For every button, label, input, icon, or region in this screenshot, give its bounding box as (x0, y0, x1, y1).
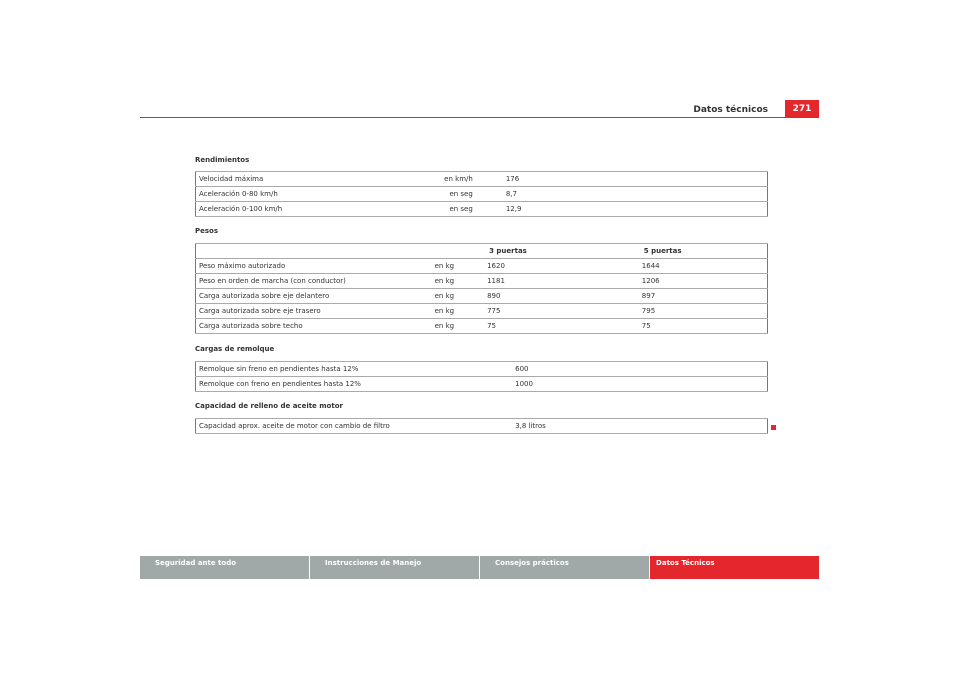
table-row (196, 289, 768, 304)
row-label: Capacidad aprox. aceite de motor con cambio de filtro (196, 419, 486, 434)
row-label: Peso máximo autorizado en kg (196, 259, 458, 274)
row-label: Carga autorizada sobre techo en kg (196, 319, 458, 334)
aceite-table (195, 418, 768, 434)
row-value-5p: 1644 (612, 259, 768, 274)
row-value-5p: 75 (612, 319, 768, 334)
row-value: 3,8 litros (485, 419, 767, 434)
table-header-row (196, 244, 768, 259)
row-value-3p: 1181 (457, 274, 612, 289)
footer-nav (140, 556, 819, 579)
footer-tab-seguridad[interactable]: Seguridad ante todo (140, 556, 309, 579)
pesos-table (195, 243, 768, 334)
table-row (196, 362, 768, 377)
footer-tab-instrucciones[interactable]: Instrucciones de Manejo (310, 556, 479, 579)
table-row (196, 419, 768, 434)
table-row (196, 202, 768, 217)
row-label: Aceleración 0-100 km/h en seg (196, 202, 476, 217)
row-value: 1000 (485, 377, 767, 392)
table-row (196, 319, 768, 334)
row-unit: en km/h (444, 175, 473, 183)
remolque-table (195, 361, 768, 392)
table-row (196, 377, 768, 392)
row-value: 600 (485, 362, 767, 377)
table-row (196, 259, 768, 274)
row-unit: en seg (449, 190, 473, 198)
row-unit: en kg (434, 292, 455, 300)
row-unit: en kg (434, 262, 455, 270)
page-title: Datos técnicos (693, 105, 768, 115)
row-label: Remolque sin freno en pendientes hasta 12% (196, 362, 486, 377)
row-unit: en kg (434, 322, 455, 330)
footer-tab-datos-tecnicos[interactable]: Datos Técnicos (650, 556, 819, 579)
row-unit: en seg (449, 205, 473, 213)
row-label: Peso en orden de marcha (con conductor) en kg (196, 274, 458, 289)
row-label: Remolque con freno en pendientes hasta 12% (196, 377, 486, 392)
section-heading-aceite: Capacidad de relleno de aceite motor (195, 402, 343, 410)
section-end-marker (771, 425, 776, 430)
header-empty (196, 244, 458, 259)
header-divider (140, 117, 819, 118)
row-value-5p: 897 (612, 289, 768, 304)
row-value-5p: 795 (612, 304, 768, 319)
table-row (196, 274, 768, 289)
column-header-3-puertas: 3 puertas (457, 244, 612, 259)
row-label: Aceleración 0-80 km/h en seg (196, 187, 476, 202)
table-row (196, 187, 768, 202)
row-value-5p: 1206 (612, 274, 768, 289)
rendimientos-table (195, 171, 768, 217)
row-unit: en kg (434, 277, 455, 285)
row-value: 12,9 (476, 202, 768, 217)
section-heading-remolque: Cargas de remolque (195, 345, 275, 353)
row-label: Carga autorizada sobre eje delantero en kg (196, 289, 458, 304)
row-value-3p: 890 (457, 289, 612, 304)
row-unit: en kg (434, 307, 455, 315)
page-number-badge: 271 (785, 100, 819, 118)
section-heading-rendimientos: Rendimientos (195, 156, 250, 164)
section-heading-pesos: Pesos (195, 227, 219, 235)
row-value: 8,7 (476, 187, 768, 202)
table-row (196, 172, 768, 187)
row-value-3p: 1620 (457, 259, 612, 274)
row-value: 176 (476, 172, 768, 187)
table-row (196, 304, 768, 319)
row-value-3p: 775 (457, 304, 612, 319)
column-header-5-puertas: 5 puertas (612, 244, 768, 259)
row-label: Carga autorizada sobre eje trasero en kg (196, 304, 458, 319)
row-label: Velocidad máxima en km/h (196, 172, 476, 187)
footer-tab-consejos[interactable]: Consejos prácticos (480, 556, 649, 579)
row-value-3p: 75 (457, 319, 612, 334)
